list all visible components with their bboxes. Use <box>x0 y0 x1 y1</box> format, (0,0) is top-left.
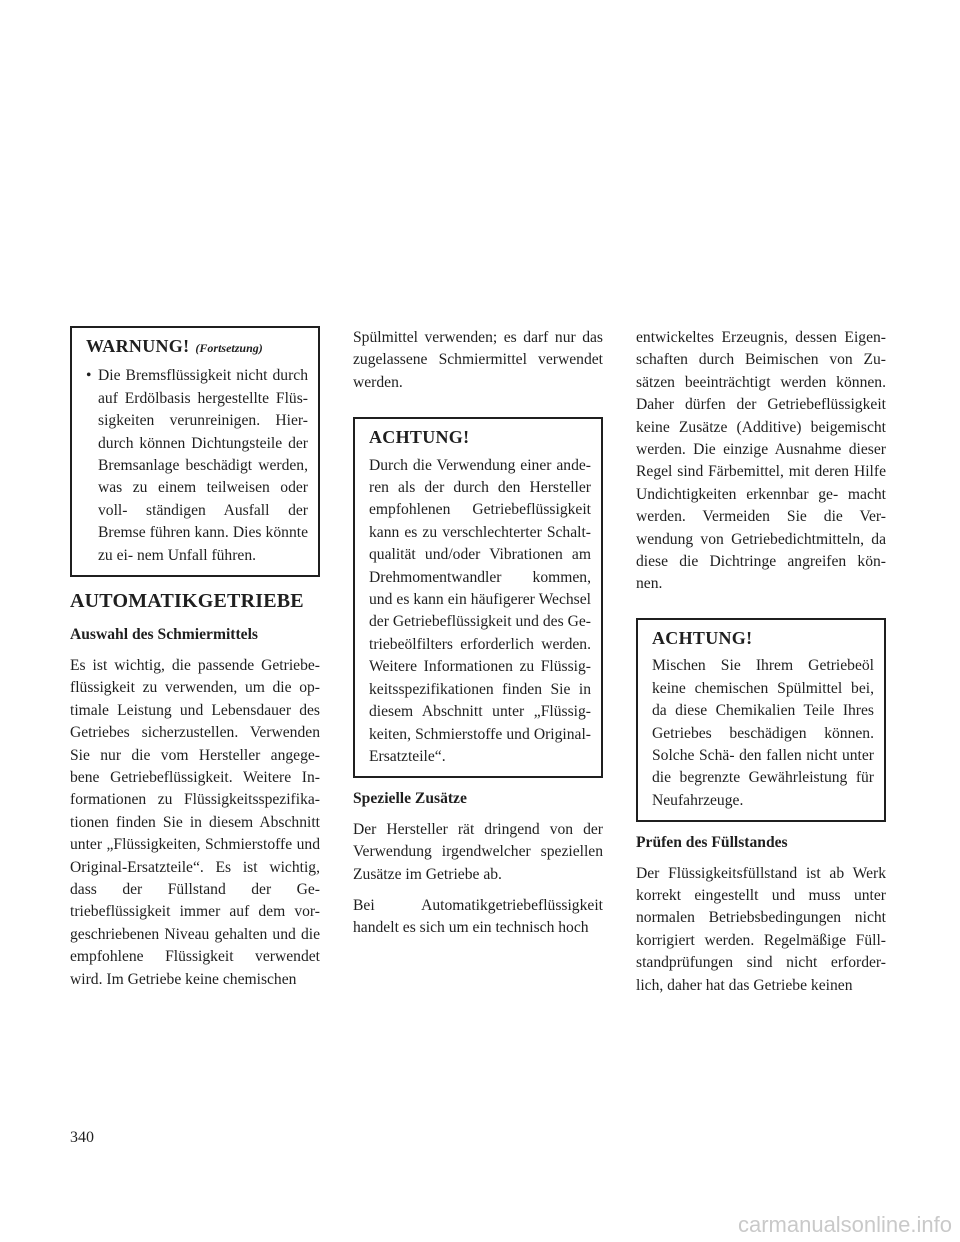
continued-note: (Fortsetzung) <box>195 341 263 355</box>
subheading-lubricant: Auswahl des Schmiermittels <box>70 626 258 644</box>
warning-box <box>70 326 320 577</box>
paragraph-flush: Spülmittel verwenden; es darf nur das zugelassene Schmiermittel verwendet werden. <box>353 329 603 391</box>
caution-box-flush <box>636 618 886 822</box>
column-right <box>636 327 886 1006</box>
caution-text: Durch die Verwendung einer ande- ren als der durch den Hersteller empfohlenen Getriebeflüssigkeit kann es zu verschlechterter Schalt- qualität und/oder Vibrationen am Drehmomentwandler kommen, und es kann ein häufigerer Wechsel der Getriebeflüssigkeit und des Ge- triebeölfilters erforderlich werden. Weitere Informationen zu Flüssig- keitsspezifikationen finden Sie in diesem Abschnitt unter „Flüssig- keiten, Schmierstoffe und Original- Ersatzteile“. <box>369 456 591 765</box>
column-middle <box>353 327 603 949</box>
subheading-additives: Spezielle Zusätze <box>353 790 467 808</box>
watermark-text: carmanualsonline.info <box>737 1212 952 1237</box>
column-left <box>70 326 320 1000</box>
caution-title: ACHTUNG! <box>369 427 470 448</box>
page-number: 340 <box>70 1129 94 1146</box>
warning-text: Die Bremsflüssigkeit nicht durch auf Erdölbasis hergestellte Flüs- sigkeiten verunreinigen. Hier- durch können Dichtungsteile der Bremsanlage beschädigt werden, was zu einem teilweisen oder voll- ständigen Ausfall der Bremse führen kann. Dies könnte zu ei- nem Unfall führen. <box>98 367 308 564</box>
paragraph-lubricant: Es ist wichtig, die passende Getriebe- flüssigkeit zu verwenden, um die op- timale Leistung und Lebensdauer des Getriebes sicherzustellen. Verwenden Sie nur die vom Hersteller angege- bene Getriebeflüssigkeit. Weitere In- formationen zu Flüssigkeitsspezifika- tionen finden Sie in diesem Abschnitt unter „Flüssigkeiten, Schmierstoffe und Original-Ersatzteile“. Es ist wichtig, dass der Füllstand der Ge- triebeflüssigkeit immer auf dem vor- geschriebenen Niveau gehalten und die empfohlene Flüssigkeit verwendet wird. Im Getriebe keine chemischen <box>70 656 320 988</box>
caution-text: Mischen Sie Ihrem Getriebeöl keine chemischen Spülmittel bei, da diese Chemikalien Teile Ihres Getriebes beschädigen können. Solche Schä- den fallen nicht unter die begrenzte Gewährleistung für Neufahrzeuge. <box>652 657 874 809</box>
paragraph-level-check: Der Flüssigkeitsfüllstand ist ab Werk korrekt eingestellt und muss unter normalen Betriebsbedingungen nicht korrigiert werden. Regelmäßige Füll- standprüfungen sind nicht erforder- lich, daher hat das Getriebe keinen <box>636 864 886 994</box>
caution-title: ACHTUNG! <box>652 627 753 648</box>
warning-title <box>86 335 308 359</box>
paragraph-atf-continued: entwickeltes Erzeugnis, dessen Eigen- schaften durch Beimischen von Zu- sätzen beeinträchtigt werden können. Daher dürfen der Getriebeflüssigkeit keine Zusätze (Additive) beigemischt werden. Die einzige Ausnahme dieser Regel sind Färbemittel, mit deren Hilfe Undichtigkeiten erkennbar ge- macht werden. Vermeiden Sie die Ver- wendung von Getriebedichtmitteln, da diese die Dichtringe angreifen kön- nen. <box>636 329 886 593</box>
subheading-level-check: Prüfen des Füllstandes <box>636 834 788 852</box>
paragraph-atf: Bei Automatikgetriebeflüssigkeit handelt es sich um ein technisch hoch <box>353 896 603 937</box>
caution-box-fluid <box>353 417 603 778</box>
warning-label: WARNUNG! <box>86 336 190 356</box>
section-heading: AUTOMATIKGETRIEBE <box>70 590 304 613</box>
bullet-icon: • <box>86 367 92 385</box>
paragraph-additives: Der Hersteller rät dringend von der Verwendung irgendwelcher speziellen Zusätze im Getriebe ab. <box>353 820 603 883</box>
warning-bullet-item <box>86 365 308 567</box>
